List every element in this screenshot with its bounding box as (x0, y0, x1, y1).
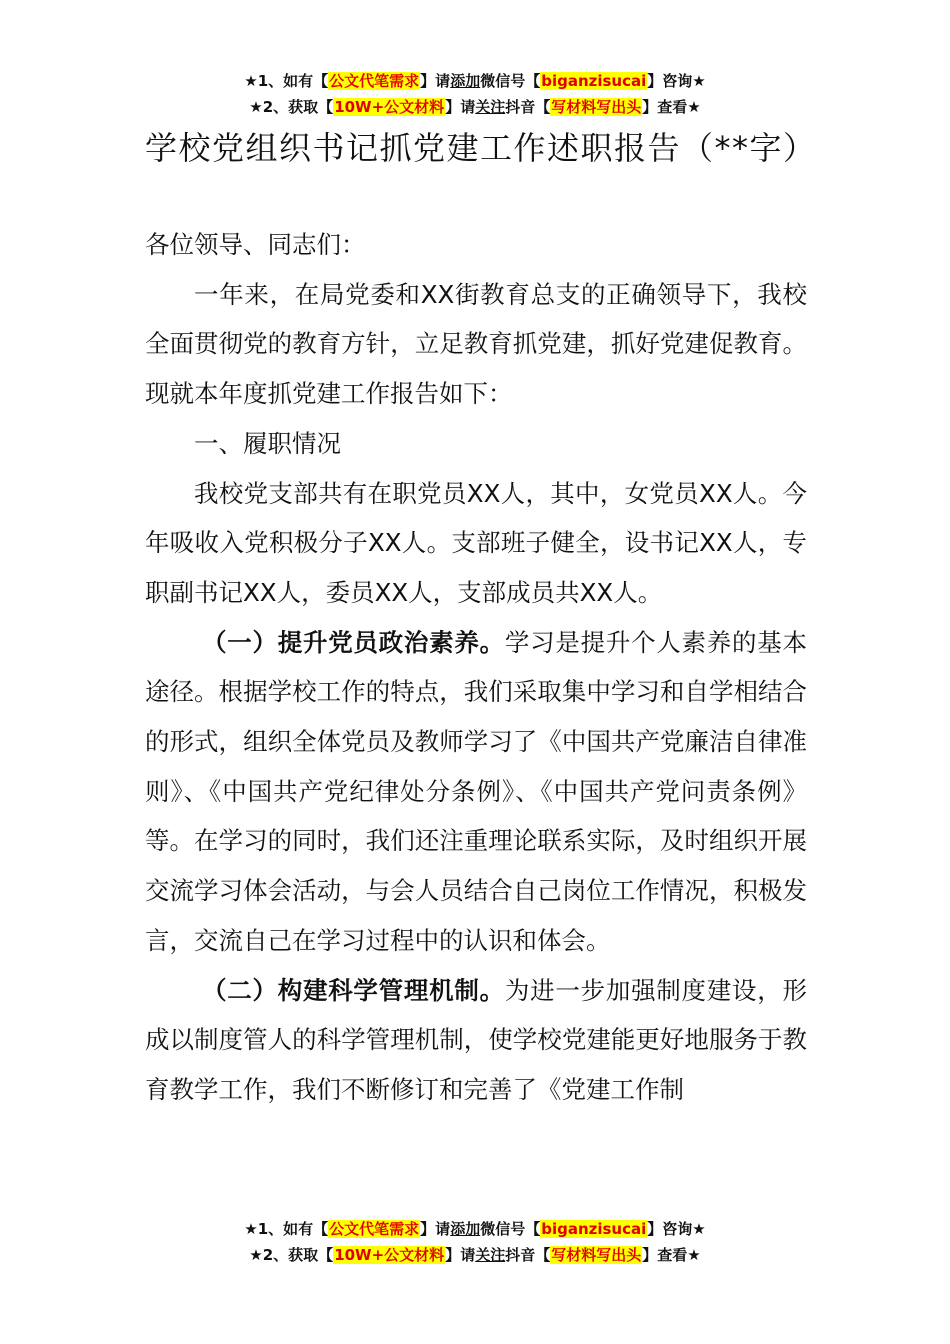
ad-text: 微信号【 (480, 1220, 541, 1238)
ad-underline: 添加 (450, 72, 481, 90)
ad-banner-bottom (0, 1216, 950, 1268)
ad-banner-top (0, 68, 950, 120)
item-paragraph-1 (145, 618, 807, 966)
ad-text: 抖音【 (505, 1246, 551, 1264)
ad-line-2 (0, 94, 950, 120)
ad-line-1 (0, 1216, 950, 1242)
ad-highlight-wechat-id: biganzisucai (541, 72, 647, 90)
ad-underline: 关注 (475, 1246, 506, 1264)
intro-paragraph: 一年来，在局党委和XX街教育总支的正确领导下，我校全面贯彻党的教育方针，立足教育抓党建，抓好党建促教育。现就本年度抓党建工作报告如下： (145, 279, 807, 409)
ad-text: 微信号【 (480, 72, 541, 90)
ad-text: ★1、如有【 (244, 72, 329, 90)
ad-text: 】查看★ (642, 98, 701, 116)
ad-text: ★2、获取【 (249, 98, 334, 116)
ad-highlight: 公文代笔需求 (329, 72, 420, 90)
ad-highlight: 10W+公文材料 (334, 1246, 445, 1264)
item-paragraph-2 (145, 966, 807, 1115)
ad-underline: 关注 (475, 98, 506, 116)
item-body: 学习是提升个人素养的基本途径。根据学校工作的特点，我们采取集中学习和自学相结合的形式，组织全体党员及教师学习了《中国共产党廉洁自律准则》、《中国共产党纪律处分条例》、《中国共产党问责条例》等。在学习的同时，我们还注重理论联系实际，及时组织开展交流学习体会活动，与会人员结合自己岗位工作情况，积极发言，交流自己在学习过程中的认识和体会。 (145, 627, 808, 955)
ad-highlight: 10W+公文材料 (334, 98, 445, 116)
ad-text: 】咨询★ (647, 72, 706, 90)
ad-highlight-douyin-id: 写材料写出头 (551, 98, 642, 116)
ad-text: 】查看★ (642, 1246, 701, 1264)
ad-highlight: 公文代笔需求 (329, 1220, 420, 1238)
section-heading: 一、履职情况 (194, 428, 341, 458)
ad-text: 】请 (420, 72, 451, 90)
salutation: 各位领导、同志们： (145, 230, 366, 259)
document-title: 学校党组织书记抓党建工作述职报告（**字） (145, 129, 817, 167)
item-heading: （一）提升党员政治素养。 (202, 627, 505, 657)
ad-line-1 (0, 68, 950, 94)
ad-text: ★2、获取【 (249, 1246, 334, 1264)
ad-text: 】请 (445, 1246, 476, 1264)
item-heading: （二）构建科学管理机制。 (202, 975, 505, 1005)
ad-highlight-wechat-id: biganzisucai (541, 1220, 647, 1238)
ad-text: 抖音【 (505, 98, 551, 116)
ad-line-2 (0, 1242, 950, 1268)
ad-text: 】咨询★ (647, 1220, 706, 1238)
document-body (145, 220, 807, 1115)
section-paragraph: 我校党支部共有在职党员XX人，其中，女党员XX人。今年吸收入党积极分子XX人。支部班子健全，设书记XX人，专职副书记XX人，委员XX人，支部成员共XX人。 (145, 478, 807, 607)
ad-underline: 添加 (450, 1220, 481, 1238)
item-body: 为进一步加强制度建设，形成以制度管人的科学管理机制，使学校党建能更好地服务于教育教学工作，我们不断修订和完善了《党建工作制 (145, 975, 808, 1104)
ad-text: 】请 (420, 1220, 451, 1238)
ad-text: ★1、如有【 (244, 1220, 329, 1238)
ad-highlight-douyin-id: 写材料写出头 (551, 1246, 642, 1264)
ad-text: 】请 (445, 98, 476, 116)
